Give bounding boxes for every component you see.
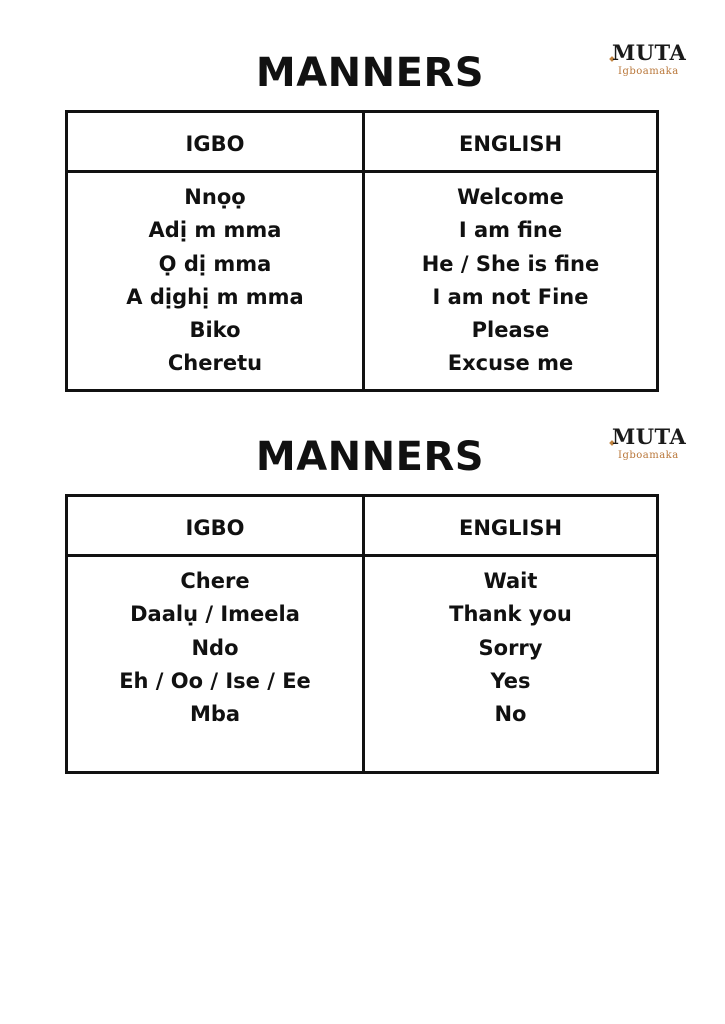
igbo-phrase: Mba xyxy=(189,702,241,727)
english-phrase: Excuse me xyxy=(447,351,574,376)
igbo-phrase: Nnọọ xyxy=(184,185,246,209)
igbo-phrase: Eh / Oo / Ise / Ee xyxy=(119,668,311,693)
header-divider xyxy=(68,554,656,557)
english-phrase: Yes xyxy=(490,668,531,693)
english-phrase: I am fine xyxy=(458,218,563,243)
english-phrase: He / She is fine xyxy=(421,251,600,276)
english-phrase: Welcome xyxy=(457,185,564,209)
muta-logo xyxy=(610,424,690,468)
igbo-phrase: A dịghị m mma xyxy=(126,284,304,309)
section-title: MANNERS xyxy=(255,434,485,480)
header-igbo: IGBO xyxy=(185,132,245,156)
english-phrase: Wait xyxy=(483,569,538,593)
english-phrase: Thank you xyxy=(449,602,572,627)
igbo-column xyxy=(68,181,362,381)
igbo-column xyxy=(68,565,362,731)
logo-tagline: Igboamaka xyxy=(618,450,679,461)
english-phrase: Please xyxy=(471,318,550,343)
english-phrase: Sorry xyxy=(478,635,543,660)
igbo-phrase: Biko xyxy=(189,318,241,343)
igbo-phrase: Adị m mma xyxy=(148,218,282,243)
english-phrase: No xyxy=(494,702,527,727)
igbo-phrase: Ndo xyxy=(191,635,239,660)
header-divider xyxy=(68,170,656,173)
english-column xyxy=(365,181,656,381)
muta-logo xyxy=(610,40,690,84)
igbo-phrase: Daalụ / Imeela xyxy=(130,602,300,627)
header-english: ENGLISH xyxy=(458,132,563,156)
english-column xyxy=(365,565,656,731)
igbo-phrase: Cheretu xyxy=(167,351,263,376)
logo-tagline: Igboamaka xyxy=(618,66,679,77)
logo-wordmark: MUTA xyxy=(612,40,687,65)
header-english: ENGLISH xyxy=(458,516,563,540)
english-phrase: I am not Fine xyxy=(432,284,589,309)
igbo-phrase: Ọ dị mma xyxy=(158,251,272,276)
section-title: MANNERS xyxy=(255,50,485,96)
header-igbo: IGBO xyxy=(185,516,245,540)
vocabulary-table xyxy=(65,494,659,774)
vocabulary-table xyxy=(65,110,659,392)
logo-wordmark: MUTA xyxy=(612,424,687,449)
igbo-phrase: Chere xyxy=(180,569,250,593)
